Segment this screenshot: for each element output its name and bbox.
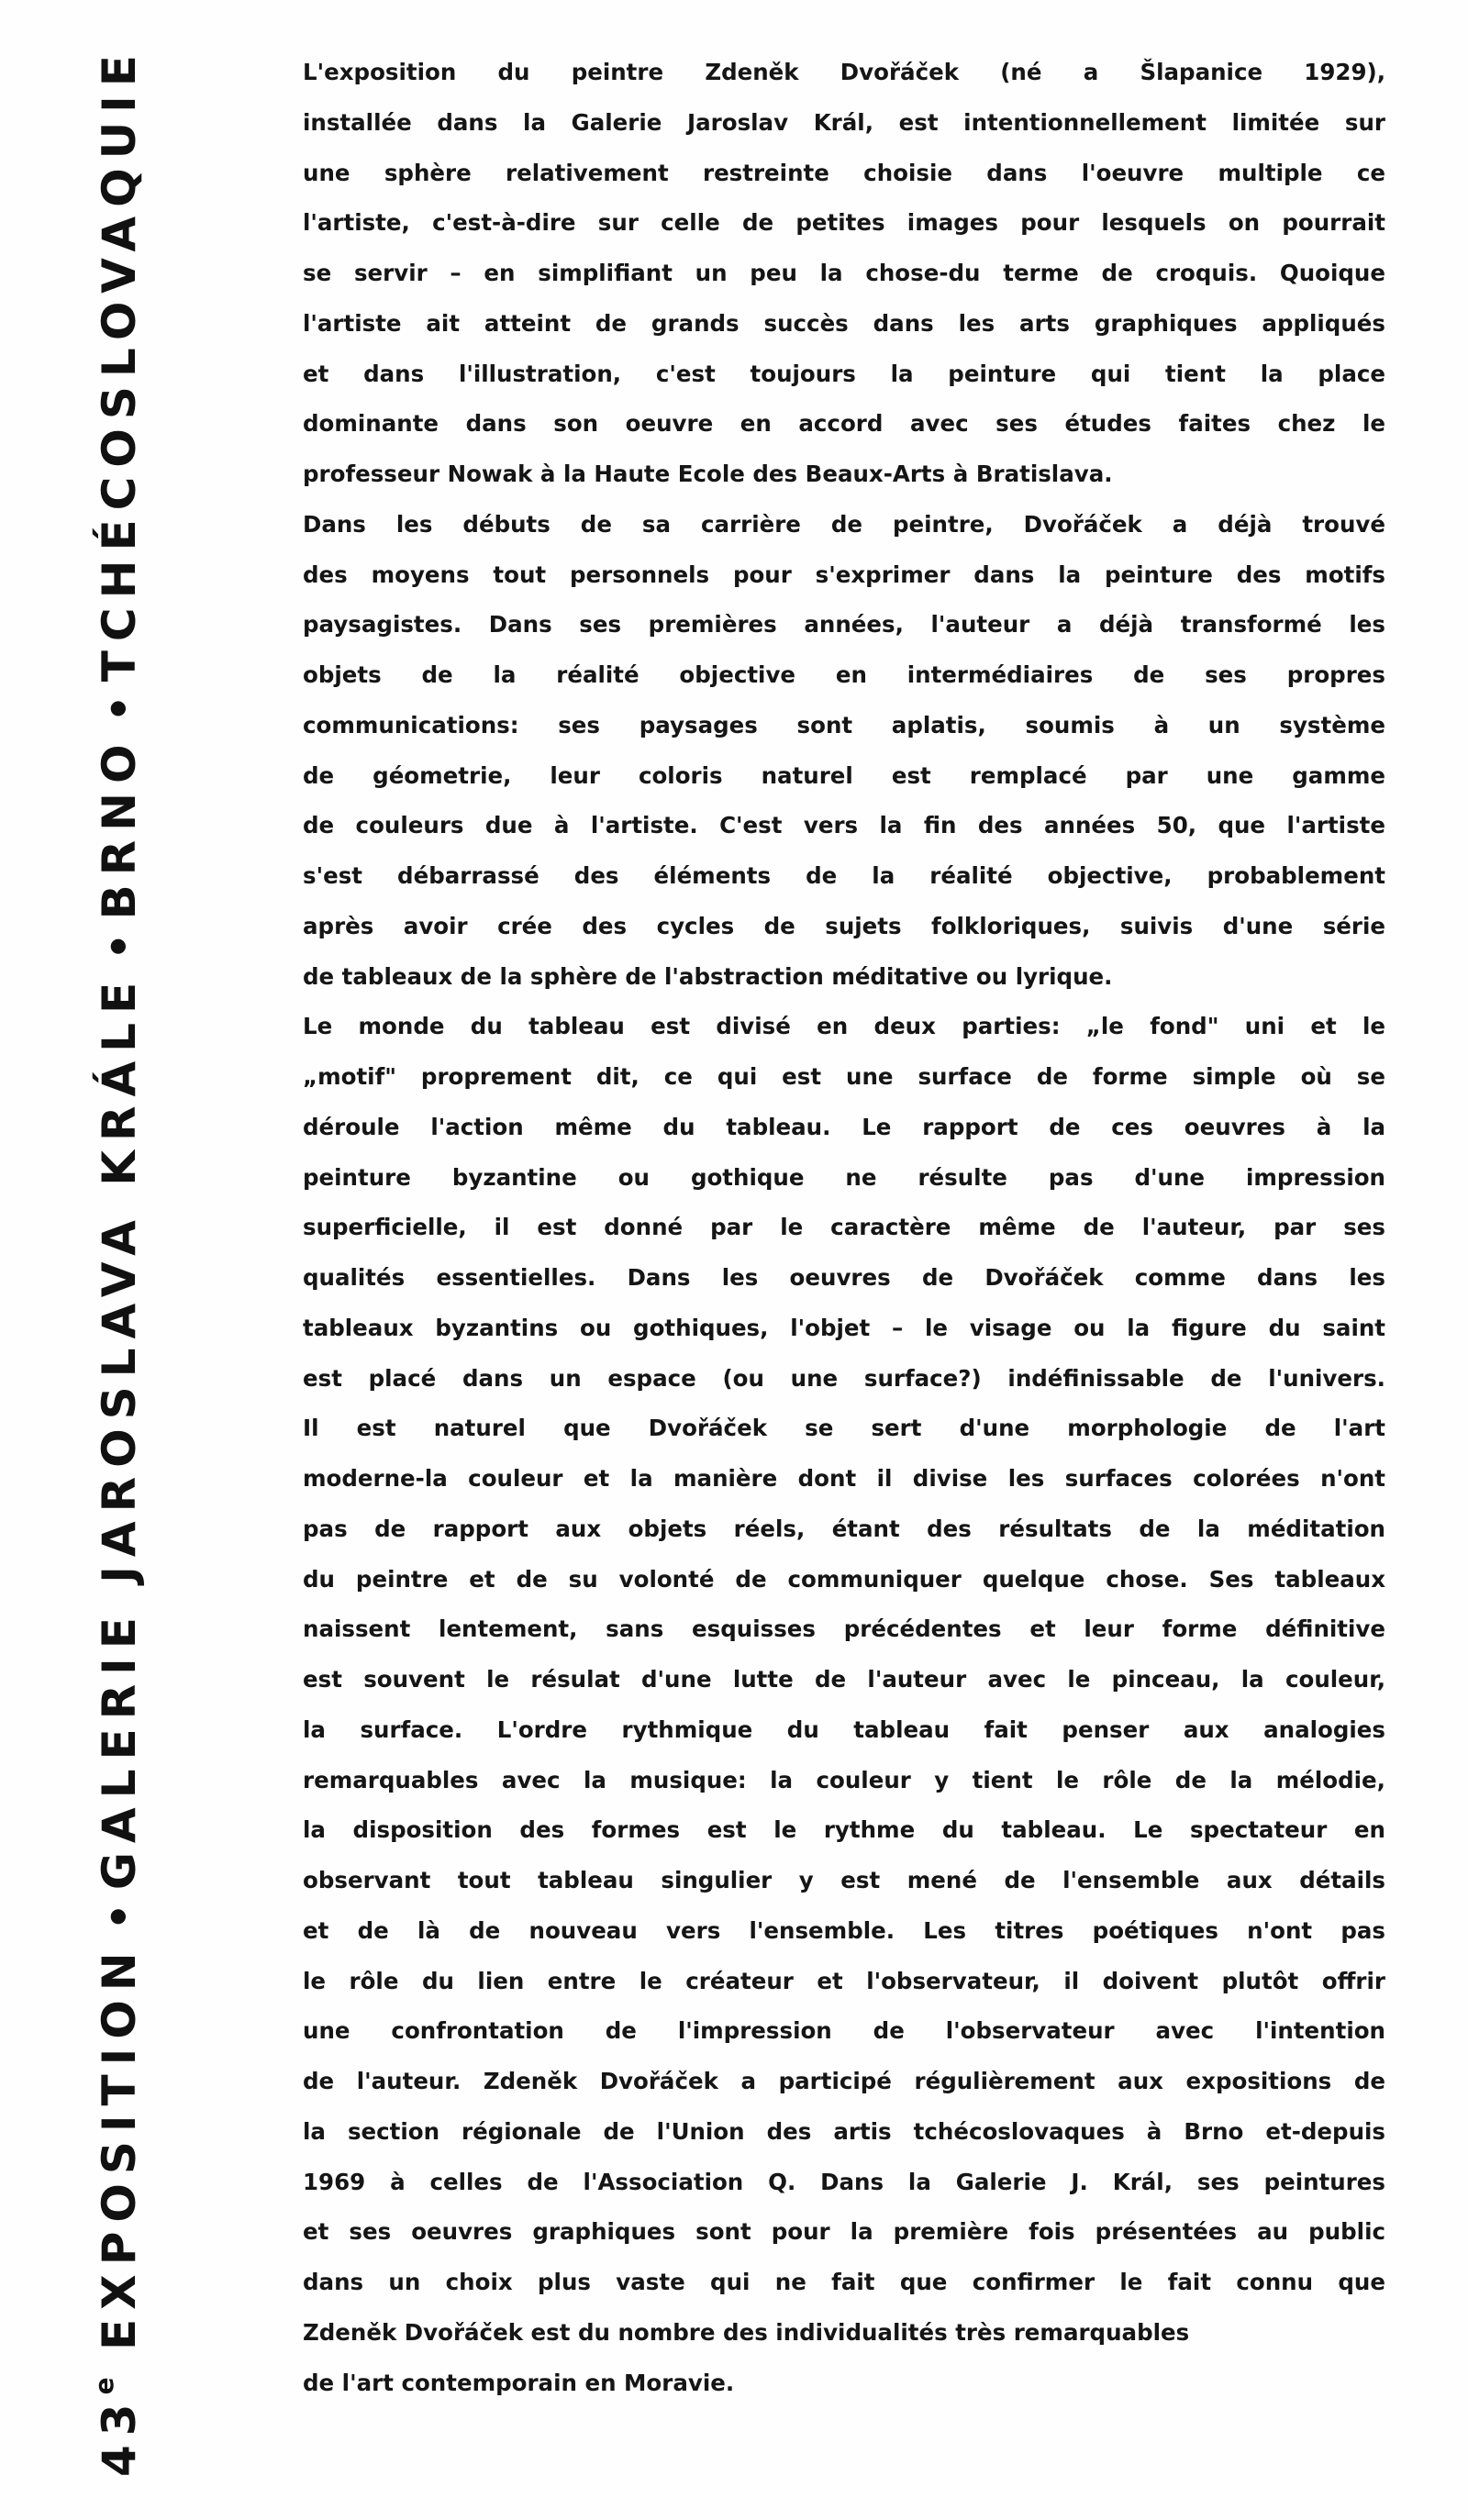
text-line: „motif" proprement dit, ce qui est une surface de forme simple où se — [303, 1063, 1385, 1090]
text-line: Il est naturel que Dvořáček se sert d'une morphologie de l'art — [303, 1415, 1385, 1442]
text-line: l'artiste ait atteint de grands succès dans les arts graphiques appliqués — [303, 309, 1385, 337]
text-line: qualités essentielles. Dans les oeuvres de Dvořáček comme dans les — [303, 1264, 1385, 1291]
text-line: la disposition des formes est le rythme du tableau. Le spectateur en — [303, 1816, 1385, 1844]
text-line: une confrontation de l'impression de l'observateur avec l'intention — [303, 2017, 1385, 2045]
text-line: une sphère relativement restreinte choisie dans l'oeuvre multiple ce — [303, 159, 1385, 186]
separator-bullet: • — [95, 932, 144, 960]
text-line: objets de la réalité objective en intermédiaires de ses propres — [303, 661, 1385, 688]
text-line: et de là de nouveau vers l'ensemble. Les titres poétiques n'ont pas — [303, 1916, 1385, 1944]
text-line: et ses oeuvres graphiques sont pour la première fois présentées au public — [303, 2218, 1385, 2246]
exhibition-label — [89, 1943, 146, 2477]
text-line: est placé dans un espace (ou une surface?) indéfinissable de l'univers. — [303, 1364, 1385, 1392]
text-line: professeur Nowak à la Haute Ecole des Beaux-Arts à Bratislava. — [303, 461, 1113, 487]
text-line: la section régionale de l'Union des artis tchécoslovaques à Brno et-depuis — [303, 2117, 1385, 2145]
text-line: paysagistes. Dans ses premières années, l'auteur a déjà transformé les — [303, 611, 1385, 638]
gallery-name: GALERIE JAROSLAVA KRÁLE — [93, 972, 146, 1891]
text-line: le rôle du lien entre le créateur et l'observateur, il doivent plutôt offrir — [303, 1967, 1385, 1994]
separator-bullet: • — [95, 694, 144, 723]
text-line: moderne-la couleur et la manière dont il divise les surfaces colorées n'ont — [303, 1465, 1385, 1492]
text-line: de géometrie, leur coloris naturel est remplacé par une gamme — [303, 761, 1385, 789]
text-line: dominante dans son oeuvre en accord avec ses études faites chez le — [303, 410, 1385, 438]
exhibition-number: 43 — [93, 2394, 146, 2477]
exhibition-word: EXPOSITION — [93, 1943, 146, 2350]
text-line: de tableaux de la sphère de l'abstraction méditative ou lyrique. — [303, 962, 1113, 990]
body-text — [303, 48, 1385, 2408]
text-line: se servir – en simplifiant un peu la chose-du terme de croquis. Quoique — [303, 260, 1385, 286]
text-line: de couleurs due à l'artiste. C'est vers la fin des années 50, que l'artiste — [303, 812, 1385, 839]
text-line: Le monde du tableau est divisé en deux parties: „le fond" uni et le — [303, 1013, 1385, 1040]
text-line: du peintre et de su volonté de communiquer quelque chose. Ses tableaux — [303, 1565, 1385, 1593]
separator-bullet: • — [95, 1903, 144, 1930]
text-line: Zdeněk Dvořáček est du nombre des individualités très remarquables — [303, 2318, 1190, 2346]
text-line: des moyens tout personnels pour s'exprimer dans la peinture des motifs — [303, 561, 1385, 588]
text-line: la surface. L'ordre rythmique du tableau fait penser aux analogies — [303, 1715, 1385, 1743]
text-line: de l'art contemporain en Moravie. — [303, 2369, 735, 2396]
text-line: peinture byzantine ou gothique ne résulte pas d'une impression — [303, 1163, 1385, 1191]
text-line: de l'auteur. Zdeněk Dvořáček a participé régulièrement aux expositions de — [303, 2068, 1385, 2094]
text-line: observant tout tableau singulier y est mené de l'ensemble aux détails — [303, 1867, 1385, 1893]
text-line: installée dans la Galerie Jaroslav Král, est intentionnellement limitée sur — [303, 108, 1385, 136]
text-line: tableaux byzantins ou gothiques, l'objet – le visage ou la figure du saint — [303, 1314, 1385, 1341]
text-line: l'artiste, c'est-à-dire sur celle de petites images pour lesquels on pourrait — [303, 209, 1385, 237]
text-line: s'est débarrassé des éléments de la réalité objective, probablement — [303, 862, 1385, 889]
text-line: naissent lentement, sans esquisses précédentes et leur forme définitive — [303, 1615, 1385, 1643]
text-line: communications: ses paysages sont aplatis, soumis à un système — [303, 711, 1385, 738]
text-line: Dans les débuts de sa carrière de peintre, Dvořáček a déjà trouvé — [303, 510, 1385, 538]
text-line: pas de rapport aux objets réels, étant des résultats de la méditation — [303, 1515, 1385, 1542]
text-line: et dans l'illustration, c'est toujours la peinture qui tient la place — [303, 360, 1385, 387]
text-line: dans un choix plus vaste qui ne fait que confirmer le fait connu que — [303, 2269, 1385, 2295]
text-line: remarquables avec la musique: la couleur y tient le rôle de la mélodie, — [303, 1766, 1385, 1793]
side-title — [64, 46, 174, 2477]
city-name: BRNO — [93, 735, 146, 920]
text-line: après avoir crée des cycles de sujets folkloriques, suivis d'une série — [303, 912, 1385, 939]
text-line: est souvent le résulat d'une lutte de l'auteur avec le pinceau, la couleur, — [303, 1666, 1385, 1693]
country-name: TCHÉCOSLOVAQUIE — [93, 46, 146, 683]
exhibition-number-suffix: e — [89, 2375, 120, 2395]
text-line: L'exposition du peintre Zdeněk Dvořáček (né a Šlapanice 1929), — [303, 59, 1385, 85]
text-line: superficielle, il est donné par le caractère même de l'auteur, par ses — [303, 1214, 1385, 1241]
text-line: 1969 à celles de l'Association Q. Dans la Galerie J. Král, ses peintures — [303, 2168, 1385, 2195]
text-line: déroule l'action même du tableau. Le rapport de ces oeuvres à la — [303, 1113, 1385, 1140]
